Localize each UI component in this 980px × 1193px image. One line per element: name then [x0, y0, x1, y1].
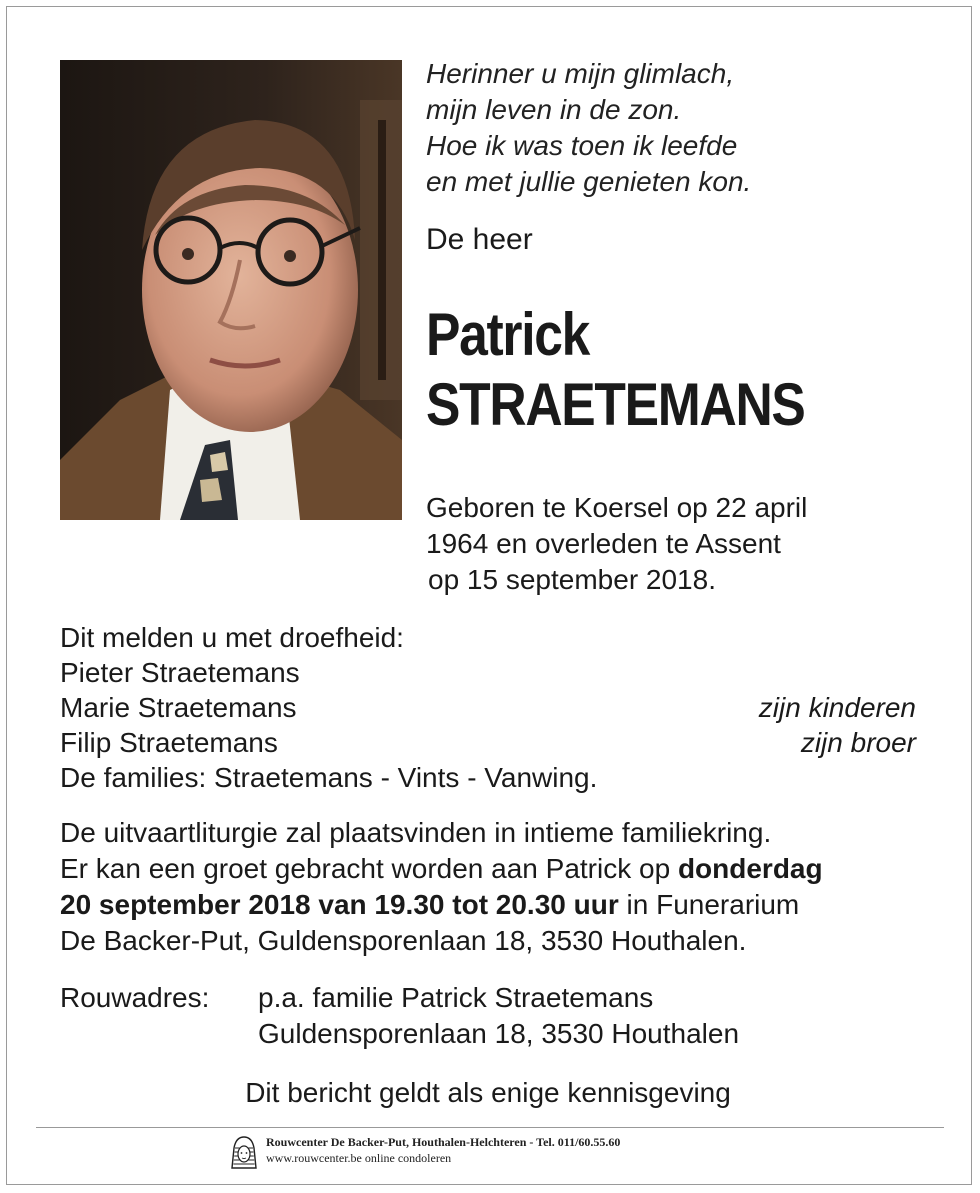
- memorial-poem: [426, 56, 751, 200]
- address-value: [258, 980, 739, 1052]
- birth-line: Geboren te Koersel op 22 april: [426, 492, 808, 523]
- family-intro-text: Dit melden u met droefheid:: [60, 622, 404, 653]
- funeral-home-info: Rouwcenter De Backer-Put, Houthalen-Helchteren - Tel. 011/60.55.60: [266, 1135, 621, 1149]
- service-text: in Funerarium: [618, 889, 800, 920]
- birth-death-info: [426, 490, 807, 598]
- address-label: Rouwadres:: [60, 982, 210, 1013]
- family-member: [60, 725, 916, 760]
- notice-text: Dit bericht geldt als enige kennisgeving: [245, 1077, 731, 1108]
- website-link[interactable]: www.rouwcenter.be online condoleren: [266, 1151, 452, 1165]
- salutation: De heer: [426, 223, 533, 256]
- address-line: p.a. familie Patrick Straetemans: [258, 982, 654, 1013]
- family-section: [60, 620, 916, 795]
- birth-line: op 15 september 2018.: [428, 564, 716, 595]
- service-info: [60, 815, 930, 959]
- service-line: [60, 887, 930, 923]
- first-name: Patrick: [426, 301, 590, 368]
- address-line: Guldensporenlaan 18, 3530 Houthalen: [258, 1018, 740, 1049]
- family-member: [60, 690, 916, 725]
- service-line: De Backer-Put, Guldensporenlaan 18, 3530 Houthalen.: [60, 925, 747, 956]
- member-name: Marie Straetemans: [60, 692, 297, 723]
- service-line: [60, 851, 930, 887]
- deceased-name: [426, 300, 805, 440]
- footer-divider: [36, 1127, 944, 1128]
- birth-line: 1964 en overleden te Assent: [426, 528, 781, 559]
- last-name: STRAETEMANS: [426, 371, 805, 438]
- member-relation: zijn kinderen: [758, 692, 916, 723]
- poem-line: Herinner u mijn glimlach,: [426, 58, 735, 89]
- pharaoh-head-icon: [226, 1134, 262, 1170]
- portrait-photo: [60, 60, 402, 520]
- member-name: Pieter Straetemans: [60, 657, 300, 688]
- service-day: donderdag: [677, 853, 823, 884]
- poem-line: Hoe ik was toen ik leefde: [426, 130, 738, 161]
- footer-text: [266, 1134, 620, 1166]
- poem-line: mijn leven in de zon.: [426, 94, 682, 125]
- families-text: De families: Straetemans - Vints - Vanwing.: [60, 762, 598, 793]
- family-member: [60, 655, 916, 690]
- service-datetime: 20 september 2018 van 19.30 tot 20.30 uur: [60, 889, 619, 920]
- families-line: [60, 760, 916, 795]
- member-relation: zijn broer: [800, 727, 916, 758]
- family-intro: [60, 620, 916, 655]
- member-name: Filip Straetemans: [60, 727, 278, 758]
- service-line: De uitvaartliturgie zal plaatsvinden in intieme familiekring.: [60, 817, 772, 848]
- poem-line: en met jullie genieten kon.: [426, 166, 752, 197]
- service-text: Er kan een groet gebracht worden aan Patrick op: [60, 853, 678, 884]
